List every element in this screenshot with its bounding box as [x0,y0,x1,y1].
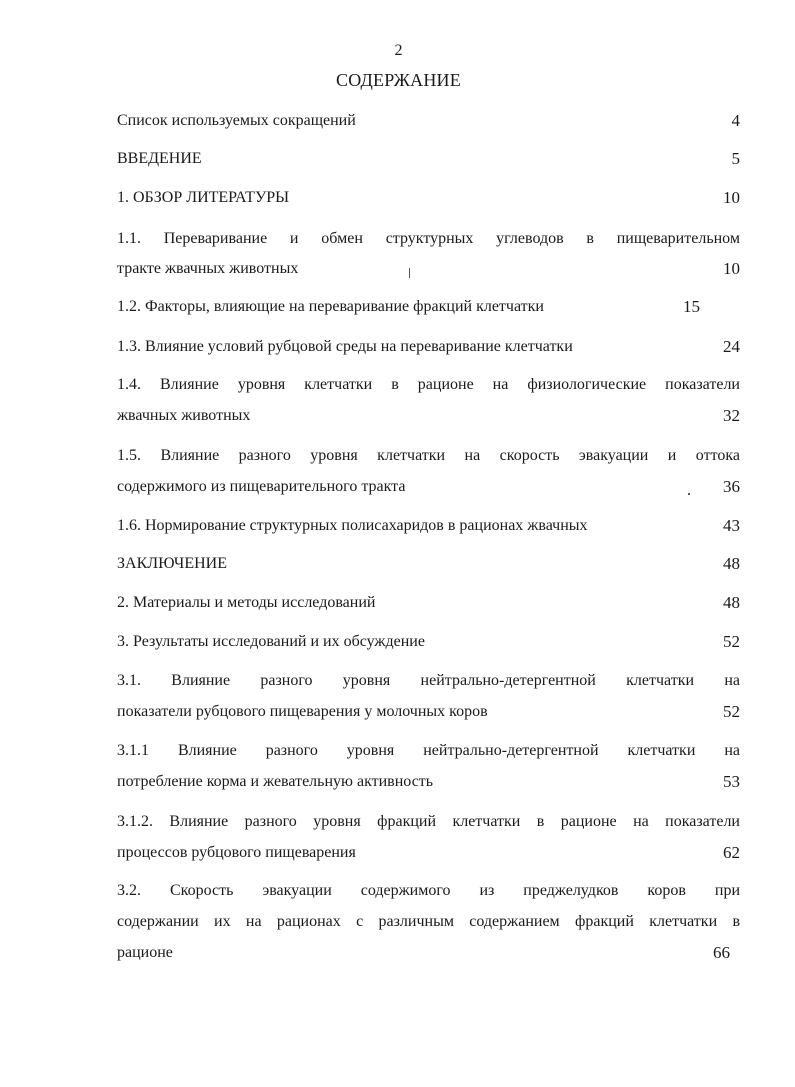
toc-entry-text: 3.2. Скорость эвакуации содержимого из преджелудков коров при [117,882,740,899]
toc-entry-text-cont: жвачных животных [117,407,251,424]
toc-entry-text-cont: процессов рубцового пищеварения [117,844,356,861]
toc-entry-text: 1.5. Влияние разного уровня клетчатки на скорость эвакуации и оттока [117,447,740,464]
toc-entry-page: 15 [683,297,700,316]
toc-title: СОДЕРЖАНИЕ [336,70,461,90]
toc-entry-text-cont: рационе [117,944,173,961]
toc-entry-page: 10 [723,259,740,278]
toc-entry-page: 53 [723,772,740,791]
toc-entry-page: 62 [723,843,740,862]
toc-entry-page: 5 [731,149,740,168]
toc-entry-text: 3.1. Влияние разного уровня нейтрально-детергентной клетчатки на [117,672,740,689]
toc-entry-text: 3.1.1 Влияние разного уровня нейтрально-детергентной клетчатки на [117,742,740,759]
toc-entry-page: 52 [723,702,740,721]
toc-entry-text: 3. Результаты исследований и их обсуждение [117,633,425,650]
toc-entry-page: 52 [723,632,740,651]
toc-entry-page: 4 [731,111,740,130]
toc-entry-text: 3.1.2. Влияние разного уровня фракций клетчатки в рационе на показатели [117,813,740,830]
toc-entry-page: 24 [723,337,740,356]
toc-entry-page: 43 [723,516,740,535]
toc-entry-text: 1.1. Переваривание и обмен структурных углеводов в пищеварительном [117,230,740,247]
toc-entry-page: 66 [713,943,730,962]
toc-entry-text: 1.3. Влияние условий рубцовой среды на переваривание клетчатки [117,338,573,355]
toc-entry-text: 1.2. Факторы, влияющие на переваривание фракций клетчатки [117,298,544,315]
toc-entry-text: 2. Материалы и методы исследований [117,594,376,611]
toc-entry-page: 48 [723,593,740,612]
toc-entry-text: 1. ОБЗОР ЛИТЕРАТУРЫ [117,189,290,206]
toc-entry-text-cont: потребление корма и жевательную активность [117,773,434,790]
toc-entry-text: ЗАКЛЮЧЕНИЕ [117,555,227,572]
toc-entry-text: Список используемых сокращений [117,112,356,129]
toc-entry-text-cont: тракте жвачных животных [117,260,299,277]
toc-entry-page: 10 [723,188,740,207]
toc-entry-page: 36 [723,477,740,496]
scan-mark [409,268,410,278]
toc-entry-text-cont: содержимого из пищеварительного тракта [117,478,406,495]
page-number: 2 [394,42,403,59]
toc-entry-page: 32 [723,406,740,425]
toc-entry-text-cont: показатели рубцового пищеварения у молочных коров [117,703,488,720]
toc-entry-page: 48 [723,554,740,573]
toc-entry-text: 1.6. Нормирование структурных полисахаридов в рационах жвачных [117,517,588,534]
toc-entry-text-cont: содержании их на рационах с различным содержанием фракций клетчатки в [117,913,740,930]
toc-entry-text: ВВЕДЕНИЕ [117,150,202,167]
toc-entry-text: 1.4. Влияние уровня клетчатки в рационе на физиологические показатели [117,376,740,393]
